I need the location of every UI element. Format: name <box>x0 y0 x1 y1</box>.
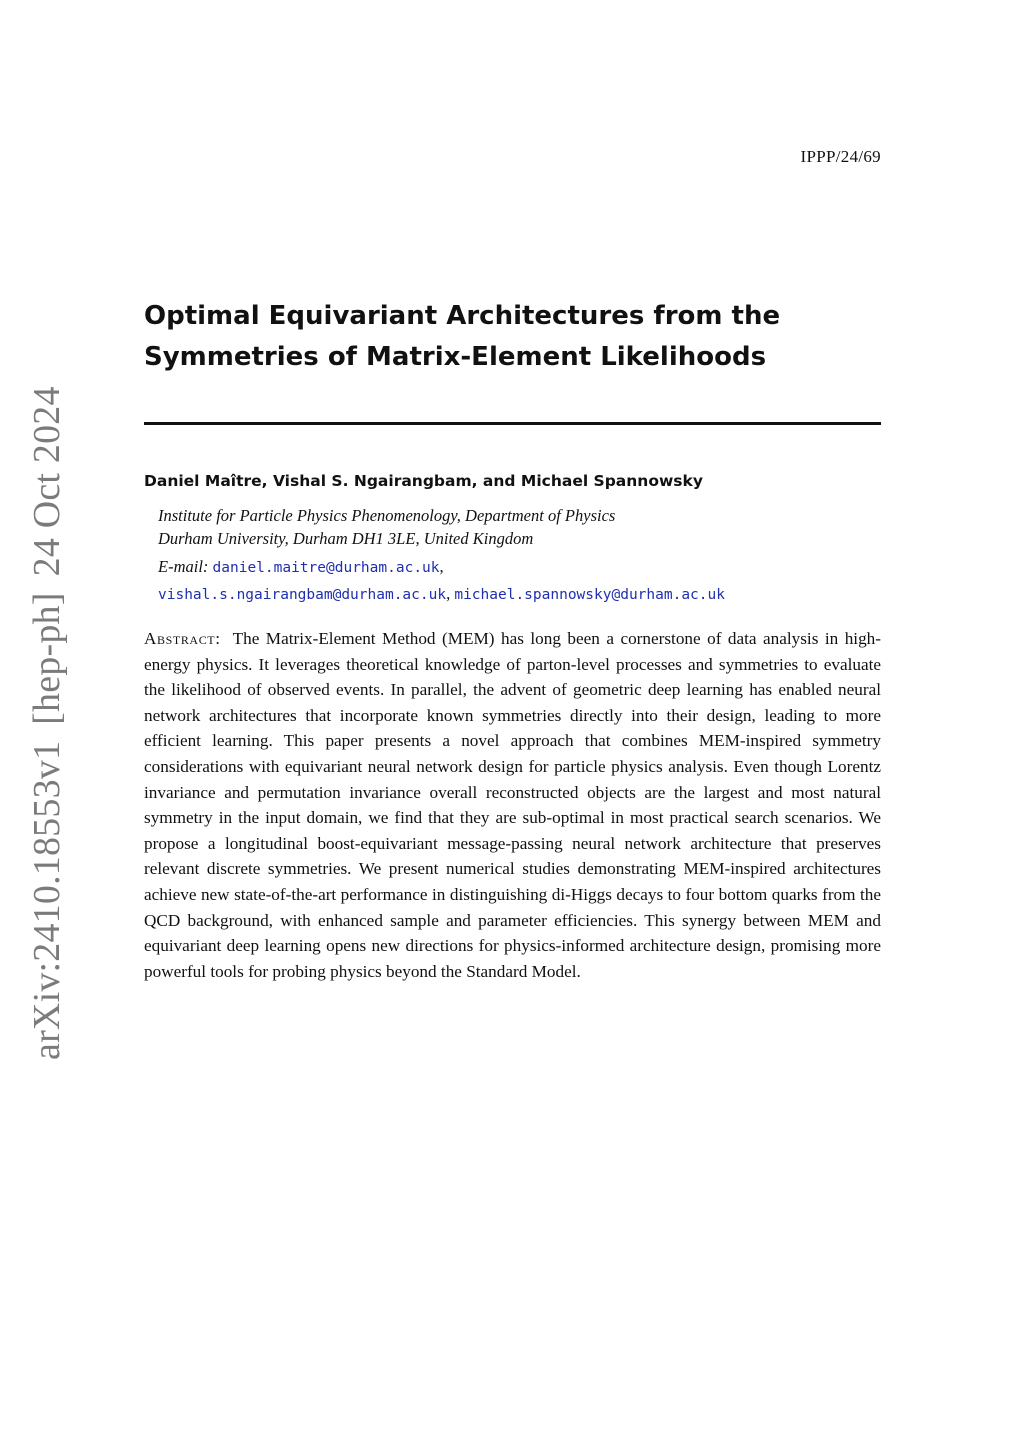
arxiv-date: 24 Oct 2024 <box>26 386 68 577</box>
email-separator: , <box>446 584 455 603</box>
email-link-ngairangbam[interactable]: vishal.s.ngairangbam@durham.ac.uk <box>158 587 447 603</box>
abstract-label: Abstract: <box>144 629 221 648</box>
affiliation <box>158 504 615 550</box>
affiliation-line-1: Institute for Particle Physics Phenomenology, Department of Physics <box>158 506 616 525</box>
arxiv-identifier-stamp <box>28 386 66 1060</box>
email-label: E-mail: <box>158 557 209 576</box>
report-number: IPPP/24/69 <box>800 147 881 166</box>
abstract-text: The Matrix-Element Method (MEM) has long been a cornerstone of data analysis in high-energy physics. It leverages theoretical knowledge of parton-level processes and symmetries to evaluate the likelihood of observed events. In parallel, the advent of geometric deep learning has enabled neural network architectures that incorporate known symmetries directly into their design, leading to more efficient learning. This paper presents a novel approach that combines MEM-inspired symmetry considerations with equivariant neural network design for particle physics analysis. Even though Lorentz invariance and permutation invariance overall reconstructed objects are the largest and most natural symmetry in the input domain, we find that they are sub-optimal in most practical search scenarios. We propose a longitudinal boost-equivariant message-passing neural network architecture that preserves relevant discrete symmetries. We present numerical studies demonstrating MEM-inspired architectures achieve new state-of-the-art performance in distinguishing di-Higgs decays to four bottom quarks from the QCD background, with enhanced sample and parameter efficiencies. This synergy between MEM and equivariant deep learning opens new directions for physics-informed architecture design, promising more powerful tools for probing physics beyond the Standard Model. <box>144 629 881 981</box>
affiliation-line-2: Durham University, Durham DH1 3LE, United Kingdom <box>158 529 534 548</box>
paper-title <box>144 296 884 378</box>
email-link-spannowsky[interactable]: michael.spannowsky@durham.ac.uk <box>454 587 725 603</box>
paper-title-line-2: Symmetries of Matrix-Element Likelihoods <box>144 342 767 372</box>
email-row-2 <box>158 581 725 608</box>
email-link-maitre[interactable]: daniel.maitre@durham.ac.uk <box>212 560 440 576</box>
author-list: Daniel Maître, Vishal S. Ngairangbam, and Michael Spannowsky <box>144 472 703 490</box>
arxiv-id: arXiv:2410.18553v1 <box>26 740 68 1060</box>
email-separator: , <box>439 557 444 576</box>
title-divider <box>144 422 881 425</box>
abstract <box>144 626 881 984</box>
paper-title-line-1: Optimal Equivariant Architectures from the <box>144 301 781 331</box>
email-block <box>158 554 725 608</box>
arxiv-category: [hep-ph] <box>26 592 68 725</box>
email-row-1 <box>158 554 725 581</box>
